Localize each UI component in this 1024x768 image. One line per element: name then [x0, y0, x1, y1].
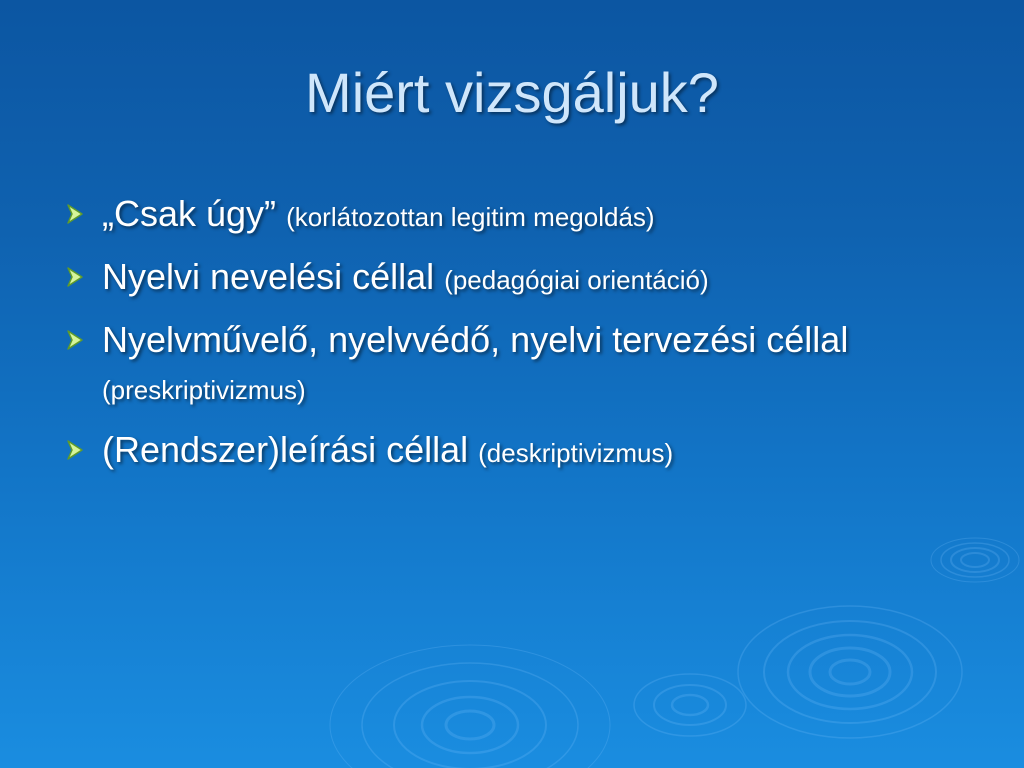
arrow-right-icon [66, 266, 84, 288]
arrow-right-icon [66, 329, 84, 351]
slide-title: Miért vizsgáljuk? [305, 61, 719, 124]
bullet-note: (deskriptivizmus) [478, 438, 674, 468]
bullet-note: (korlátozottan legitim megoldás) [286, 202, 655, 232]
bullet-note: (preskriptivizmus) [102, 375, 306, 405]
bullet-note: (pedagógiai orientáció) [444, 265, 709, 295]
arrow-right-icon [66, 439, 84, 461]
bullet-item [62, 190, 962, 241]
bullet-text: Nyelvi nevelési céllal [102, 256, 435, 297]
bullet-list [62, 190, 962, 489]
bullet-text: (Rendszer)leírási céllal [102, 429, 469, 470]
bullet-item [62, 426, 962, 477]
arrow-right-icon [66, 203, 84, 225]
bullet-text: „Csak úgy” [102, 193, 277, 234]
bullet-item [62, 253, 962, 304]
bullet-item [62, 316, 962, 414]
bullet-text: Nyelvművelő, nyelvvédő, nyelvi tervezési céllal [102, 319, 849, 360]
